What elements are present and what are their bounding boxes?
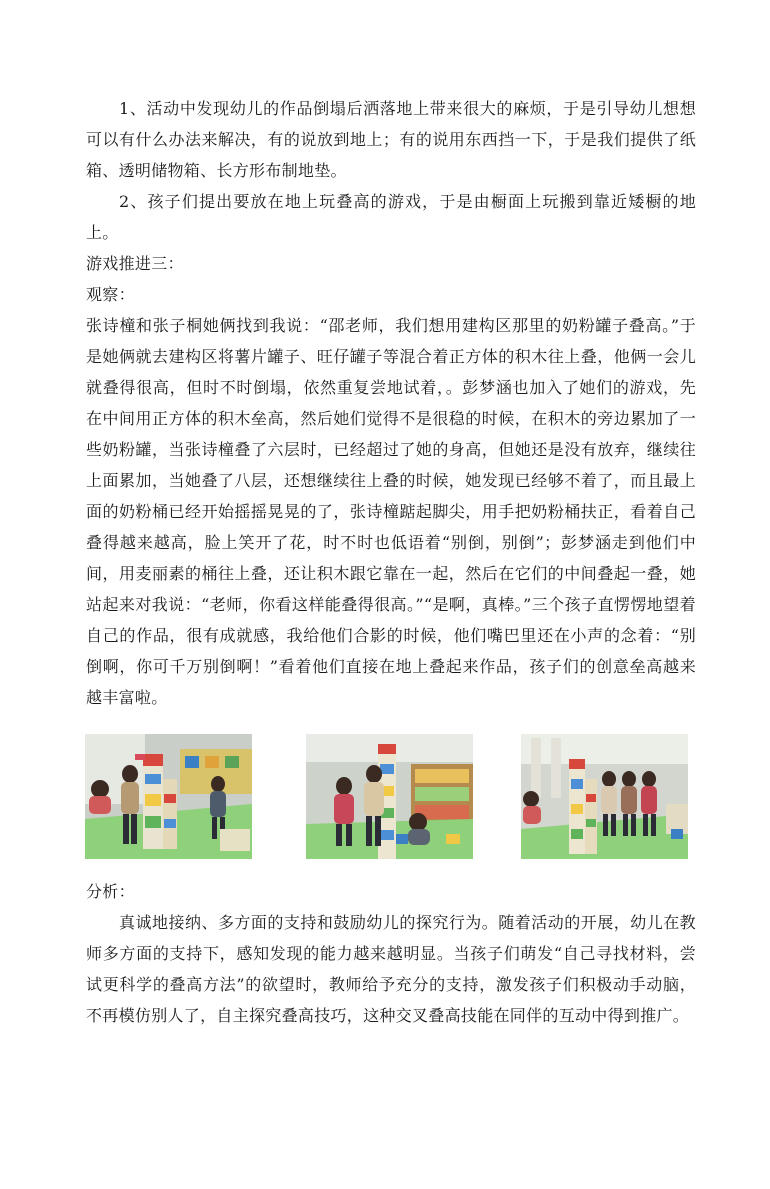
analysis-text: 真诚地接纳、多方面的支持和鼓励幼儿的探究行为。随着活动的开展，幼儿在教师多方面的支持下，感知发现的能力越来越明显。当孩子们萌发“自己寻找材料，尝试更科学的叠高方法”的欲望时，教师给予充分的支持，激发孩子们积极动手动脑，不再模仿别人了，自主探究叠高技巧，这种交叉叠高技能在同伴的互动中得到推广。 bbox=[86, 913, 696, 1025]
document-page bbox=[86, 93, 696, 1031]
section-heading: 游戏推进三： bbox=[86, 254, 184, 273]
classroom-photo-1 bbox=[85, 734, 252, 859]
classroom-photo-2 bbox=[306, 734, 473, 859]
classroom-photo-3 bbox=[521, 734, 688, 859]
paragraph-2: 2、孩子们提出要放在地上玩叠高的游戏，于是由橱面上玩搬到靠近矮橱的地上。 bbox=[86, 192, 696, 242]
photo-row bbox=[86, 734, 696, 860]
analysis-label: 分析： bbox=[86, 882, 135, 901]
observation-text: 张诗橦和张子桐她俩找到我说：“邵老师，我们想用建构区那里的奶粉罐子叠高。”于是她俩就去建构区将薯片罐子、旺仔罐子等混合着正方体的积木往上叠，他俩一会儿就叠得很高，但时不时倒塌，依然重复尝地试着，。彭梦涵也加入了她们的游戏，先在中间用正方体的积木垒高，然后她们觉得不是很稳的时候，在积木的旁边累加了一些奶粉罐，当张诗橦叠了六层时，已经超过了她的身高，但她还是没有放弃，继续往上面累加，当她叠了八层，还想继续往上叠的时候，她发现已经够不着了，而且最上面的奶粉桶已经开始摇摇晃晃的了，张诗橦踮起脚尖，用手把奶粉桶扶正，看着自己叠得越来越高，脸上笑开了花，时不时也低语着“别倒，别倒”；彭梦涵走到他们中间，用麦丽素的桶往上叠，还让积木跟它靠在一起，然后在它们的中间叠起一叠，她站起来对我说：“老师，你看这样能叠得很高。”“是啊，真棒。”三个孩子直愣愣地望着自己的作品，很有成就感，我给他们合影的时候，他们嘴巴里还在小声的念着：“别倒啊，你可千万别倒啊！”看着他们直接在地上叠起来作品，孩子们的创意垒高越来越丰富啦。 bbox=[86, 316, 696, 707]
observation-label: 观察： bbox=[86, 285, 135, 304]
paragraph-1: 1、活动中发现幼儿的作品倒塌后洒落地上带来很大的麻烦，于是引导幼儿想想可以有什么办法来解决，有的说放到地上；有的说用东西挡一下，于是我们提供了纸箱、透明储物箱、长方形布制地垫。 bbox=[86, 99, 696, 180]
